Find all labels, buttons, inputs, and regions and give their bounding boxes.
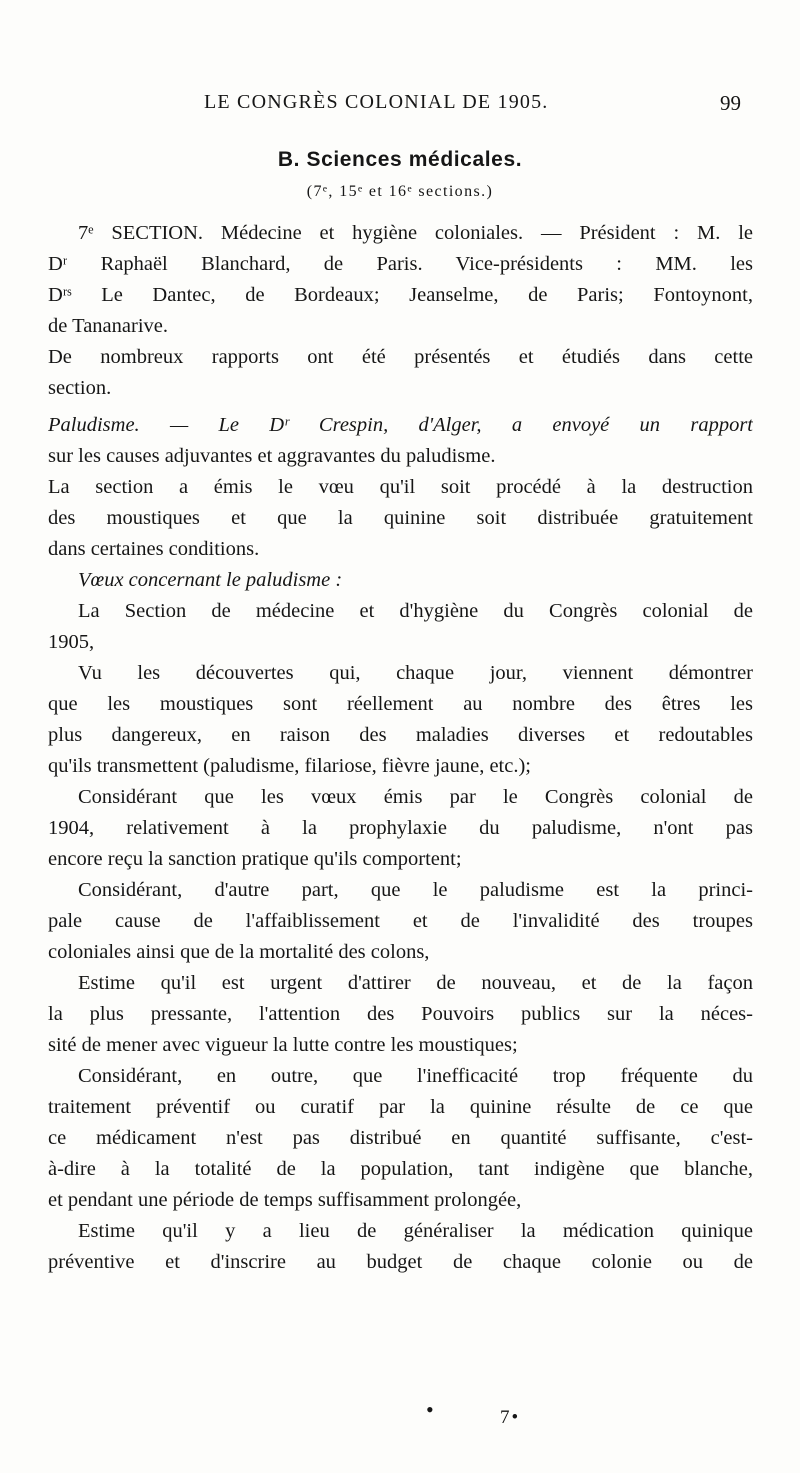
- text-line: traitement préventif ou curatif par la quinine résulte de ce que: [48, 1096, 753, 1118]
- text-line: des moustiques et que la quinine soit distribuée gratuitement: [48, 507, 753, 529]
- text-line: Vu les découvertes qui, chaque jour, viennent démontrer: [78, 662, 753, 684]
- text-line: la plus pressante, l'attention des Pouvoirs publics sur la néces-: [48, 1003, 753, 1025]
- text-line: 1904, relativement à la prophylaxie du paludisme, n'ont pas: [48, 817, 753, 839]
- page-number: 99: [720, 91, 741, 115]
- text-line: Estime qu'il est urgent d'attirer de nouveau, et de la façon: [78, 972, 753, 994]
- signature-mark: 7•: [500, 1407, 521, 1428]
- text-line: 7ᵉ SECTION. Médecine et hygiène coloniales. — Président : M. le: [78, 222, 753, 244]
- voeux-heading: Vœux concernant le paludisme :: [78, 569, 343, 591]
- text-line: Considérant, en outre, que l'inefficacité trop fréquente du: [78, 1065, 753, 1087]
- text-line: De nombreux rapports ont été présentés et étudiés dans cette: [48, 346, 753, 368]
- running-title: LE CONGRÈS COLONIAL DE 1905.: [204, 91, 549, 113]
- text-line: sité de mener avec vigueur la lutte contre les moustiques;: [48, 1034, 518, 1056]
- text-line: pale cause de l'affaiblissement et de l'invalidité des troupes: [48, 910, 753, 932]
- text-line: Dʳ Raphaël Blanchard, de Paris. Vice-présidents : MM. les: [48, 253, 753, 275]
- text-line: sur les causes adjuvantes et aggravantes du paludisme.: [48, 445, 496, 467]
- footer-dot: •: [426, 1397, 434, 1422]
- text-line: La Section de médecine et d'hygiène du Congrès colonial de: [78, 600, 753, 622]
- section-heading: B. Sciences médicales.: [277, 148, 523, 171]
- text-line: Paludisme. — Le Dʳ Crespin, d'Alger, a envoyé un rapport: [48, 414, 753, 436]
- running-head: [196, 91, 741, 115]
- text-line: que les moustiques sont réellement au nombre des êtres les: [48, 693, 753, 715]
- text-line: préventive et d'inscrire au budget de chaque colonie ou de: [48, 1251, 753, 1273]
- text-line: plus dangereux, en raison des maladies diverses et redoutables: [48, 724, 753, 746]
- text-line: qu'ils transmettent (paludisme, filariose, fièvre jaune, etc.);: [48, 755, 532, 777]
- section-subheading: (7ᵉ, 15ᵉ et 16ᵉ sections.): [306, 183, 494, 200]
- text-line: Dʳˢ Le Dantec, de Bordeaux; Jeanselme, de Paris; Fontoynont,: [48, 284, 753, 306]
- text-line: section.: [48, 377, 112, 399]
- text-line: coloniales ainsi que de la mortalité des colons,: [48, 941, 430, 963]
- text-line: La section a émis le vœu qu'il soit procédé à la destruction: [48, 476, 753, 498]
- text-line: Estime qu'il y a lieu de généraliser la médication quinique: [78, 1220, 753, 1242]
- text-line: encore reçu la sanction pratique qu'ils comportent;: [48, 848, 462, 870]
- text-line: et pendant une période de temps suffisamment prolongée,: [48, 1189, 522, 1211]
- text-line: ce médicament n'est pas distribué en quantité suffisante, c'est-: [48, 1127, 753, 1149]
- body-text: [48, 218, 753, 1278]
- text-line: Considérant, d'autre part, que le paludisme est la princi-: [78, 879, 753, 901]
- text-line: Considérant que les vœux émis par le Congrès colonial de: [78, 786, 753, 808]
- text-line: à-dire à la totalité de la population, tant indigène que blanche,: [48, 1158, 753, 1180]
- text-line: de Tananarive.: [48, 315, 168, 337]
- text-line: dans certaines conditions.: [48, 538, 260, 560]
- text-line: 1905,: [48, 631, 95, 653]
